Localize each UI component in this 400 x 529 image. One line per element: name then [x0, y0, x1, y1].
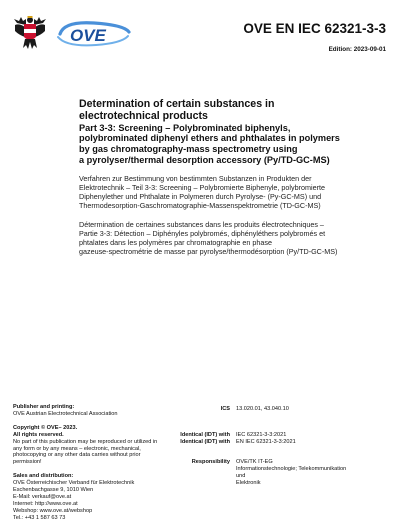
document-number: OVE EN IEC 62321-3-3	[243, 21, 386, 36]
part-title	[79, 123, 391, 166]
part-title-line: polybrominated diphenyl ethers and phthalates in polymers	[79, 133, 340, 144]
main-title-line: Determination of certain substances in	[79, 98, 275, 110]
identical-row	[147, 432, 356, 446]
copyright-notice: Copyright © OVE– 2023.	[13, 424, 78, 431]
french-title-line: gazeuse-spectrométrie de masse par pyrolyse/thermodésorption (Py/TD-GC-MS)	[79, 247, 338, 257]
rights-text-line: No part of this publication may be reproduced or utilized in	[13, 438, 158, 445]
responsibility-label: Responsibility	[191, 459, 230, 465]
responsibility-value: Informationstechnologie; Telekommunikation und	[236, 465, 347, 479]
french-title-line: Détermination de certaines substances dans les produits électrotechniques –	[79, 219, 324, 229]
french-title-line: Partie 3-3: Détection – Diphényles polybromés, diphényléthers polybromés et	[79, 228, 326, 238]
part-title-line: a pyrolyser/thermal desorption accessory (Py/TD-GC-MS)	[79, 154, 330, 165]
identical-value: EN IEC 62321-3-3:2021	[236, 438, 296, 445]
identical-labels	[147, 432, 236, 446]
german-title-line: Verfahren zur Bestimmung von bestimmten Substanzen in Produkten der	[79, 173, 312, 183]
french-title-line: phtalates dans les polymères par chromatographie en phase	[79, 238, 272, 247]
cover-footer	[0, 404, 400, 529]
responsibility-value: Elektronik	[236, 479, 261, 486]
main-title	[79, 98, 391, 123]
publisher-name: OVE Austrian Electrotechnical Association	[13, 410, 118, 417]
ove-logo	[54, 18, 132, 48]
main-title-line: electrotechnical products	[79, 110, 208, 123]
identical-label: Identical (IDT) with	[180, 432, 230, 438]
sales-heading: Sales and distribution:	[13, 473, 74, 480]
austrian-eagle-logo	[13, 15, 47, 51]
edition-date: Edition: 2023-09-01	[328, 46, 386, 53]
german-title-line: Elektrotechnik – Teil 3-3: Screening – Polybromierte Biphenyle, polybromierte	[79, 182, 325, 192]
sales-webshop: Webshop: www.ove.at/webshop	[13, 507, 93, 514]
rights-text-line: any form or by any means – electronic, mechanical,	[13, 445, 141, 452]
publisher-heading: Publisher and printing:	[13, 404, 75, 410]
responsibility-row	[147, 459, 356, 487]
identical-values	[236, 432, 356, 446]
sales-line: OVE Österreichischer Verband für Elektrotechnik	[13, 480, 135, 487]
rights-text-line: permission!	[13, 459, 42, 466]
ics-row	[147, 406, 356, 413]
rights-text-line: photocopying or any other data carries without prior	[13, 452, 141, 459]
responsibility-values	[236, 459, 356, 487]
french-title	[79, 220, 391, 257]
rights-notice: All rights reserved.	[13, 431, 64, 438]
sales-phone: Tel.: +43 1 587 63 73	[13, 514, 66, 521]
german-title-line: Diphenylether und Phthalate in Polymeren durch Pyrolyse- (Py-GC-MS) und	[79, 192, 322, 202]
sales-website: Internet: http://www.ove.at	[13, 500, 78, 507]
responsibility-value: OVE/TK IT-EG	[236, 459, 273, 465]
identical-value: IEC 62321-3-3:2021	[236, 432, 287, 438]
ics-value: 13.020.01, 43.040.10	[236, 406, 289, 412]
german-title-line: Thermodesorption-Gaschromatographie-Massenspektrometrie (TD-GC-MS)	[79, 201, 321, 211]
sales-email: E-Mail: verkauf@ove.at	[13, 493, 72, 500]
svg-text:OVE: OVE	[70, 26, 106, 45]
identical-label: Identical (IDT) with	[180, 438, 230, 445]
sales-line: Eschenbachgasse 9, 1010 Wien	[13, 487, 94, 494]
part-title-line: by gas chromatography-mass spectrometry using	[79, 144, 298, 155]
part-title-line: Part 3-3: Screening – Polybrominated biphenyls,	[79, 122, 291, 133]
ics-label: ICS	[220, 406, 230, 412]
german-title	[79, 174, 391, 211]
title-block	[79, 98, 391, 256]
cover-header	[0, 0, 400, 70]
